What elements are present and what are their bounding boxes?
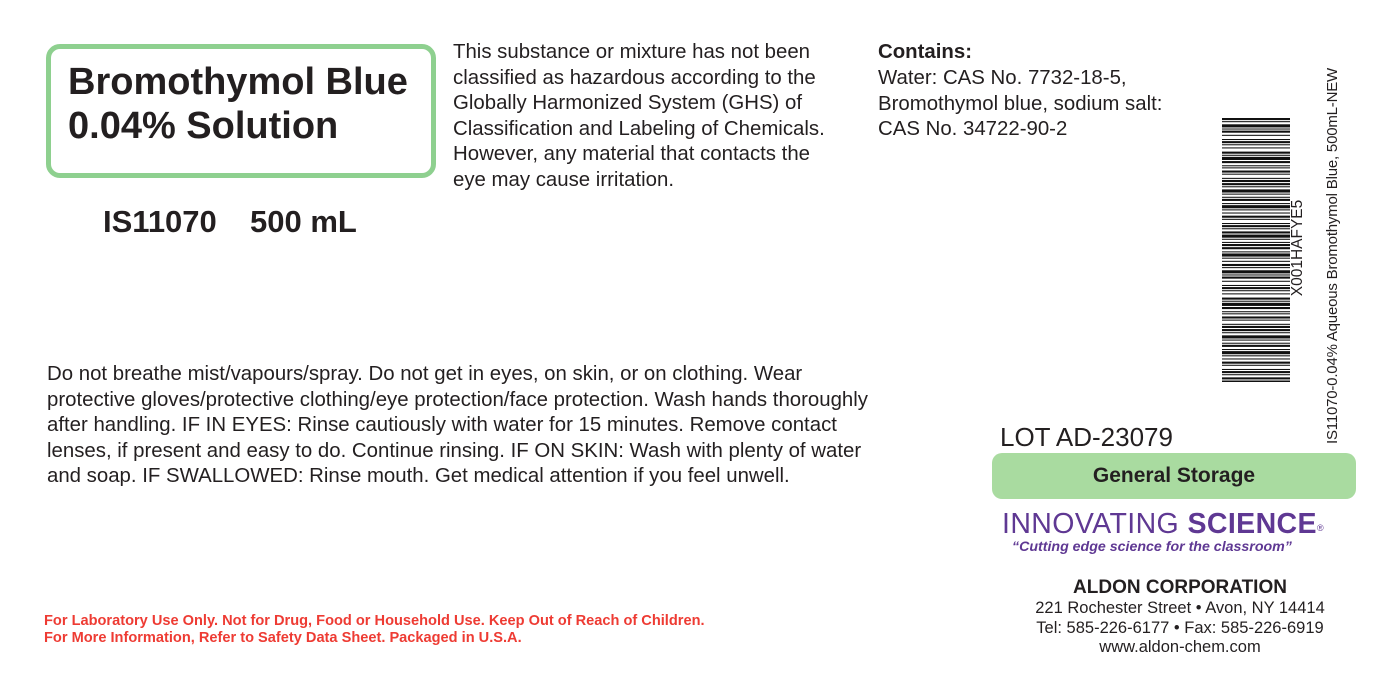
brand-name-part1: INNOVATING: [1002, 508, 1180, 540]
catalog-number: IS11070: [103, 204, 217, 239]
precaution-line: and soap. IF SWALLOWED: Rinse mouth. Get medical attention if you feel unwell.: [47, 465, 790, 488]
barcode-bar: [1222, 155, 1290, 156]
barcode-bar: [1222, 183, 1290, 185]
brand-name-part2: SCIENCE: [1187, 508, 1317, 540]
barcode-bar: [1222, 144, 1290, 145]
contains-line: Water: CAS No. 7732-18-5,: [878, 67, 1127, 89]
barcode-bar: [1222, 355, 1290, 356]
brand-logo: [1002, 508, 1346, 540]
barcode-bar: [1222, 351, 1290, 354]
hazard-line: eye may cause irritation.: [453, 168, 674, 191]
barcode-bar: [1222, 231, 1290, 233]
barcode-bar: [1222, 223, 1290, 224]
barcode-bar: [1222, 147, 1290, 148]
brand-tagline: “Cutting edge science for the classroom”: [1012, 539, 1292, 555]
barcode-bar: [1222, 228, 1290, 229]
barcode-bar: [1222, 343, 1290, 344]
barcode-bar: [1222, 213, 1290, 214]
company-phone: Tel: 585-226-6177 • Fax: 585-226-6919: [1036, 619, 1324, 637]
barcode-bar: [1222, 141, 1290, 143]
barcode-bar: [1222, 293, 1290, 294]
barcode-description: IS11070-0.04% Aqueous Bromothymol Blue, 500mL-NEW: [1324, 68, 1341, 444]
barcode-bar: [1222, 264, 1290, 266]
contains-heading: Contains:: [878, 41, 973, 63]
barcode-bar: [1222, 335, 1290, 338]
barcode-bar: [1222, 239, 1290, 240]
barcode-bar: [1222, 332, 1290, 333]
barcode-bar: [1222, 349, 1290, 350]
company-address: 221 Rochester Street • Avon, NY 14414: [1035, 599, 1325, 617]
barcode-bar: [1222, 242, 1290, 243]
barcode-bar: [1222, 174, 1290, 175]
barcode-bar: [1222, 258, 1290, 259]
barcode-bar: [1222, 135, 1290, 136]
hazard-line: Globally Harmonized System (GHS) of: [453, 92, 803, 115]
barcode-bar: [1222, 203, 1290, 204]
barcode-bar: [1222, 281, 1290, 282]
barcode-code: X001HAFYE5: [1289, 199, 1306, 297]
barcode-bar: [1222, 277, 1290, 279]
barcode-bar: [1222, 290, 1290, 291]
precaution-line: protective gloves/protective clothing/eye protection/face protection. Wash hands thoroughly: [47, 388, 869, 411]
contains-line: CAS No. 34722-90-2: [878, 118, 1068, 141]
barcode-bar: [1222, 209, 1290, 210]
barcode-bar: [1222, 157, 1290, 160]
barcode-bar: [1222, 121, 1290, 122]
barcode-bar: [1222, 307, 1290, 309]
barcode-bar: [1222, 216, 1290, 218]
barcode-bar: [1222, 225, 1290, 227]
company-website: www.aldon-chem.com: [1099, 638, 1261, 656]
contains-list: [878, 66, 1162, 143]
barcode-bar: [1222, 205, 1290, 208]
precaution-line: after handling. IF IN EYES: Rinse cautiously with water for 15 minutes. Remove contact: [47, 414, 837, 437]
barcode-bar: [1222, 253, 1290, 256]
barcode-bar: [1222, 139, 1290, 140]
barcode-bar: [1222, 377, 1290, 379]
barcode-bar: [1222, 320, 1290, 321]
footer-warning-line1: For Laboratory Use Only. Not for Drug, Food or Household Use. Keep Out of Reach of Children.: [44, 613, 705, 629]
barcode-bar: [1222, 178, 1290, 179]
hazard-line: This substance or mixture has not been: [453, 41, 811, 63]
precautionary-statements: [47, 362, 868, 490]
barcode-bar: [1222, 316, 1290, 318]
footer-warning-line2: For More Information, Refer to Safety Data Sheet. Packaged in U.S.A.: [44, 630, 522, 646]
barcode-bar: [1222, 274, 1290, 275]
product-title-line1: Bromothymol Blue: [68, 61, 408, 103]
barcode-bar: [1222, 345, 1290, 347]
barcode-bar: [1222, 374, 1290, 375]
barcode-bar: [1222, 303, 1290, 306]
barcode-bar: [1222, 165, 1290, 166]
barcode-bar: [1222, 194, 1290, 195]
barcode-bar: [1222, 219, 1290, 220]
barcode-bar: [1222, 171, 1290, 173]
barcode-bar: [1222, 197, 1290, 198]
hazard-line: classified as hazardous according to the: [453, 66, 816, 89]
hazard-line: However, any material that contacts the: [453, 143, 811, 166]
barcode-bar: [1222, 167, 1290, 168]
barcode-bar: [1222, 301, 1290, 302]
barcode-bar: [1222, 186, 1290, 187]
barcode-bar: [1222, 247, 1290, 249]
barcode-bar: [1222, 199, 1290, 201]
precaution-line: Do not breathe mist/vapours/spray. Do not get in eyes, on skin, or on clothing. Wear: [47, 363, 803, 385]
barcode-bar: [1222, 365, 1290, 366]
company-name: ALDON CORPORATION: [1073, 577, 1287, 598]
product-volume: 500 mL: [250, 204, 357, 239]
barcode-bar: [1222, 267, 1290, 268]
barcode-bar: [1222, 313, 1290, 314]
barcode-bar: [1222, 180, 1290, 182]
barcode-bar: [1222, 244, 1290, 246]
barcode-bar: [1222, 152, 1290, 154]
barcode-bar: [1222, 369, 1290, 370]
barcode-bar: [1222, 362, 1290, 364]
barcode-bar: [1222, 124, 1290, 127]
barcode-image: [1222, 118, 1290, 382]
hazard-statement: [453, 40, 825, 194]
barcode-bar: [1222, 381, 1290, 383]
barcode-bar: [1222, 340, 1290, 341]
barcode-bar: [1222, 270, 1290, 273]
barcode-bar: [1222, 118, 1290, 120]
barcode-bar: [1222, 189, 1290, 192]
barcode-bar: [1222, 261, 1290, 262]
barcode-bar: [1222, 358, 1290, 359]
precaution-line: lenses, if present and easy to do. Continue rinsing. IF ON SKIN: Wash with plenty of water: [47, 439, 862, 462]
barcode-bar: [1222, 161, 1290, 163]
barcode-bar: [1222, 131, 1290, 133]
hazard-line: Classification and Labeling of Chemicals.: [453, 117, 825, 140]
barcode-bar: [1222, 324, 1290, 325]
registered-mark: ®: [1316, 523, 1324, 533]
barcode-bar: [1222, 371, 1290, 373]
barcode-bar: [1222, 311, 1290, 312]
barcode-bar: [1222, 235, 1290, 238]
barcode-bar: [1222, 251, 1290, 252]
barcode-bar: [1222, 326, 1290, 328]
barcode-bar: [1222, 285, 1290, 286]
barcode-bar: [1222, 298, 1290, 300]
lot-number: LOT AD-23079: [1000, 422, 1173, 452]
barcode-bar: [1222, 129, 1290, 130]
barcode-bar: [1222, 329, 1290, 331]
storage-badge: General Storage: [992, 453, 1356, 499]
contains-line: Bromothymol blue, sodium salt:: [878, 92, 1163, 115]
barcode-bar: [1222, 287, 1290, 289]
product-title-line2: 0.04% Solution: [68, 105, 339, 147]
